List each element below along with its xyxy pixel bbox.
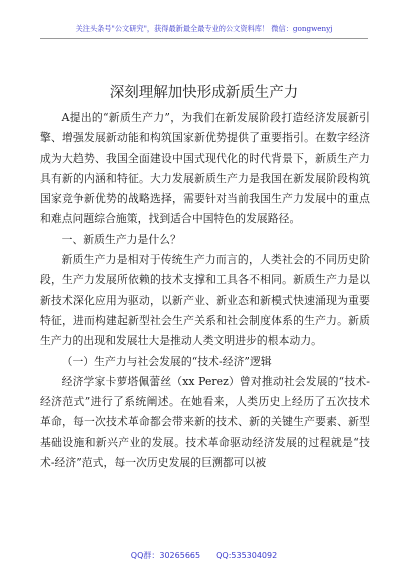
page-footer [40, 550, 368, 562]
page-header [40, 22, 368, 36]
paragraph-intro: A提出的“新质生产力”，为我们在新发展阶段打造经济发展新引擎、增强发展新动能和构筑国家新优势提供了重要指引。在数字经济成为大趋势、我国全面建设中国式现代化的时代背景下，新质生产力具有新的内涵和特征。大力发展新质生产力是我国在新发展阶段构筑国家竞争新优势的战略选择，需要针对当前我国生产力发展中的重点和难点问题综合施策，找到适合中国特色的发展路径。 [40, 111, 370, 226]
section-heading-1: 一、新质生产力是什么？ [61, 232, 181, 246]
paragraph-perez: 经济学家卡萝塔佩蕾丝（xx Perez）曾对推动社会发展的“技术-经济范式”进行了系统阐述。在她看来，人类历史上经历了五次技术革命，每一次技术革命都会带来新的技术、新的关键生产要素、新型基础设施和新兴产业的发展。技术革命驱动经济发展的过程就是“技术-经济”范式，每一次历史发展的巨溯都可以被 [40, 374, 370, 470]
document-title: 深刻理解加快形成新质生产力 [109, 85, 299, 101]
subsection-heading-1: （一）生产力与社会发展的“技术-经济”逻辑 [61, 354, 272, 368]
header-divider [40, 38, 368, 39]
footer-qq-contact: QQ:535304092 [216, 551, 278, 560]
footer-qq-group: QQ群：30265665 [130, 551, 201, 560]
header-link[interactable]: 关注头条号"公文研究"，获得最新最全最专业的公文资料库！ 微信：gongwenyj [75, 24, 333, 33]
paragraph-definition: 新质生产力是相对于传统生产力而言的，人类社会的不同历史阶段，生产力发展所依赖的技术支撑和工具各不相同。新质生产力是以新技术深化应用为驱动，以新产业、新业态和新模式快速涌现为重要特征，进而构建起新型社会生产关系和社会制度体系的生产力。新质生产力的出现和发展壮大是推动人类文明进步的根本动力。 [40, 253, 370, 348]
document-body [40, 108, 370, 473]
